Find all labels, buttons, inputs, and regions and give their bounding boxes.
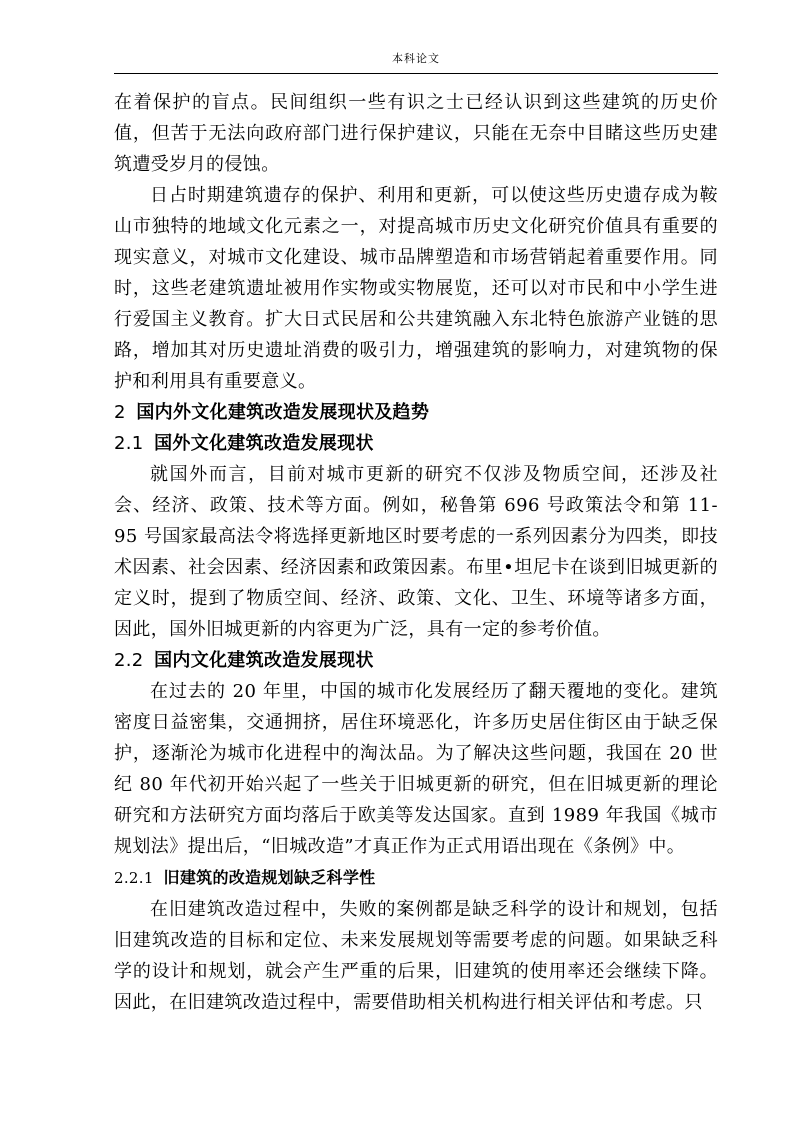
section-number: 2.1: [114, 433, 144, 454]
section-title: 国内文化建筑改造发展现状: [154, 650, 374, 671]
document-body: [114, 87, 718, 1018]
section-title: 国内外文化建筑改造发展现状及趋势: [136, 402, 430, 423]
paragraph-foreign-status: 就国外而言，目前对城市更新的研究不仅涉及物质空间，还涉及社会、经济、政策、技术等方面。例如，秘鲁第 696 号政策法令和第 11-95 号国家最高法令将选择更新地区时要考虑的一系列因素分为四类，即技术因素、社会因素、经济因素和政策因素。布里•坦尼卡在谈到旧城更新的定义时，提到了物质空间、经济、政策、文化、卫生、环境等诸多方面，因此，国外旧城更新的内容更为广泛，具有一定的参考价值。: [114, 464, 718, 640]
section-title: 国外文化建筑改造发展现状: [154, 433, 374, 454]
section-number: 2: [114, 402, 126, 423]
section-number: 2.2.1: [114, 869, 154, 887]
section-number: 2.2: [114, 650, 144, 671]
paragraph-significance: 日占时期建筑遗存的保护、利用和更新，可以使这些历史遗存成为鞍山市独特的地域文化元素之一，对提高城市历史文化研究价值具有重要的现实意义，对城市文化建设、城市品牌塑造和市场营销起着重要作用。同时，这些老建筑遗址被用作实物或实物展览，还可以对市民和中小学生进行爱国主义教育。扩大日式民居和公共建筑融入东北特色旅游产业链的思路，增加其对历史遗址消费的吸引力，增强建筑的影响力，对建筑物的保护和利用具有重要意义。: [114, 185, 718, 392]
section-heading-2: [114, 397, 718, 428]
running-header: 本科论文: [392, 52, 440, 65]
paragraph-continued: 在着保护的盲点。民间组织一些有识之士已经认识到这些建筑的历史价值，但苦于无法向政府部门进行保护建议，只能在无奈中目睹这些历史建筑遭受岁月的侵蚀。: [114, 92, 718, 175]
paragraph-domestic-status: 在过去的 20 年里，中国的城市化发展经历了翻天覆地的变化。建筑密度日益密集，交通拥挤，居住环境恶化，许多历史居住街区由于缺乏保护，逐渐沦为城市化进程中的淘汰品。为了解决这些问题，我国在 20 世纪 80 年代初开始兴起了一些关于旧城更新的研究，但在旧城更新的理论研究和方法研究方面均落后于欧美等发达国家。直到 1989 年我国《城市规划法》提出后，“旧城改造”才真正作为正式用语出现在《条例》中。: [114, 681, 718, 857]
section-heading-2-1: [114, 428, 718, 459]
paragraph-planning: 在旧建筑改造过程中，失败的案例都是缺乏科学的设计和规划，包括旧建筑改造的目标和定位、未来发展规划等需要考虑的问题。如果缺乏科学的设计和规划，就会产生严重的后果，旧建筑的使用率还会继续下降。因此，在旧建筑改造过程中，需要借助相关机构进行相关评估和考虑。只: [114, 899, 718, 1013]
header-rule: [114, 73, 718, 74]
section-title: 旧建筑的改造规划缺乏科学性: [163, 868, 376, 887]
section-heading-2-2: [114, 645, 718, 676]
section-heading-2-2-1: [114, 862, 718, 894]
